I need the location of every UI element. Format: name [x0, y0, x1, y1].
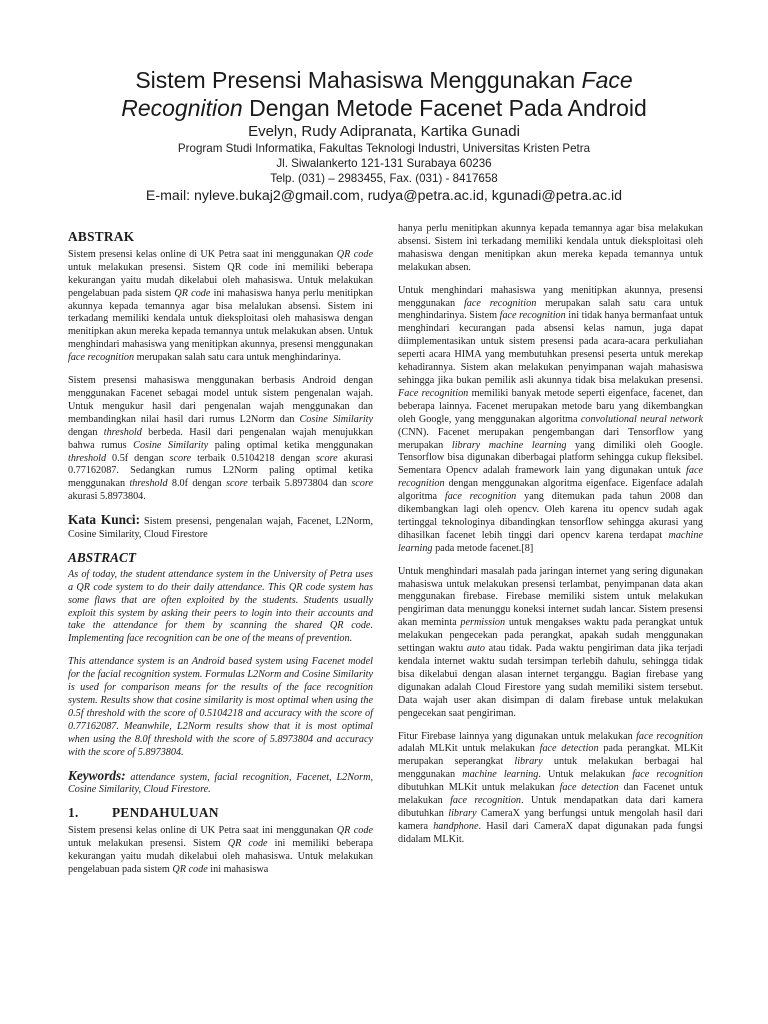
section-1-heading: 1. PENDAHULUAN — [68, 805, 219, 821]
intro-paragraph-4: Fitur Firebase lainnya yang digunakan untuk melakukan face recognition adalah MLKit untuk melakukan face detection pada perangkat. MLKit merupakan seperangkat library untuk melakukan berbagai hal menggunakan machine learning. Untuk melakukan face recognition dibutuhkan MLKit untuk melakukan face detection dan Facenet untuk melakukan face recognition. Untuk mendapatkan data dari kamera dibutuhkan library CameraX yang berfungsi untuk mengolah hasil dari kamera handphone. Hasil dari CameraX dapat digunakan pada fungsi didalam MLKit. — [398, 730, 703, 845]
left-column — [68, 228, 373, 887]
abstrak-heading: ABSTRAK — [68, 229, 135, 244]
kata-kunci: Kata Kunci: Sistem presensi, pengenalan wajah, Facenet, L2Norm, Cosine Similarity, Cloud Firestore — [68, 512, 373, 541]
intro-paragraph-continued: hanya perlu menitipkan akunnya kepada temannya agar bisa melakukan absensi. Sistem ini terkadang memiliki kendala untuk dieksploitasi oleh mahasiswa dengan menitipkan akun mereka kepada temannya untuk melakukan absen. — [398, 223, 703, 273]
email-line: E-mail: nyleve.bukaj2@gmail.com, rudya@petra.ac.id, kgunadi@petra.ac.id — [145, 188, 623, 204]
kata-kunci-label: Kata Kunci: — [68, 512, 141, 528]
abstract-paragraph-1: As of today, the student attendance system in the University of Petra uses a QR code system to do their daily attendance. This QR code system has some flaws that are often exploited by the students. Students usually exploit this system by asking their peers to login into their accounts and take the attendance for them by scanning the shared QR code. Implementing face recognition can be one of the means of prevention. — [68, 568, 373, 645]
abstrak-paragraph-2: Sistem presensi mahasiswa menggunakan berbasis Android dengan menggunakan Facenet sebagai model untuk sistem pengenalan wajah. Untuk mengukur hasil dari pengenalan wajah menggunakan dan membandingkan nilai hasil dari rumus L2Norm dan Cosine Similarity dengan threshold berbeda. Hasil dari pengenalan wajah menujukkan bahwa rumus Cosine Similarity paling optimal ketika menggunakan threshold 0.5f dengan score terbaik 0.5104218 dengan score akurasi 0.77162087. Sedangkan rumus L2Norm paling optimal ketika menggunakan threshold 8.0f dengan score terbaik 5.8973804 dan score akurasi 5.8973804. — [68, 375, 374, 503]
section-1-paragraph-1: Sistem presensi kelas online di UK Petra saat ini menggunakan QR code untuk melakukan presensi. Sistem QR code ini memiliki beberapa kekurangan yaitu mudah dikelabui oleh mahasiswa. Untuk melakukan pengelabuan pada sistem QR code ini mahasiswa — [68, 825, 374, 875]
abstract-body — [68, 569, 373, 760]
intro-paragraph-2: Untuk menghindari mahasiswa yang menitipkan akunnya, presensi menggunakan face recognition merupakan salah satu cara untuk menghindarinya. Sistem face recognition ini tidak hanya bermanfaat untuk menghindari kecurangan pada absensi kelas namun, juga dapat diimplementasikan untuk sistem presensi pada acara-acara perkuliahan seperti acara HIMA yang membutuhkan presensi peserta untuk merekap kehadirannya. Sistem akan melakukan penyimpanan wajah mahasiswa sehingga jika bukan pemilik asli akunnya tidak bisa melakukan presensi. Face recognition memiliki banyak metode seperti eigenface, facenet, dan beberapa lainnya. Facenet merupakan metode baru yang dikembangkan oleh Google, yang menggunakan algoritma convolutional neural network (CNN). Facenet merupakan pengembangan dari Tensorflow yang merupakan library machine learning yang dimiliki oleh Google. Tensorflow bisa digunakan diberbagai platform sehingga cukup fleksibel. Sementara Opencv adalah framework lain yang digunakan untuk face recognition dengan menggunakan algoritma eigenface. Eigenface adalah algoritma face recognition yang ditemukan pada tahun 2008 dan dikembangkan lagi oleh opencv. Oleh karena itu opencv sudah agak tertinggal teknologinya dibandingkan tensorflow sehingga akurasi yang dihasilkan facenet lebih tinggi dari opencv karena terdapat machine learning pada metode facenet.[8] — [398, 284, 704, 554]
keywords: Keywords: attendance system, facial recognition, Facenet, L2Norm, Cosine Similarity, Cloud Firestore. — [68, 767, 373, 796]
phone-fax: Telp. (031) – 2983455, Fax. (031) - 8417658 — [270, 172, 498, 185]
affiliation: Program Studi Informatika, Fakultas Teknologi Industri, Universitas Kristen Petra — [177, 142, 591, 155]
abstract-paragraph-2: This attendance system is an Android based system using Facenet model for the facial recognition system. Formulas L2Norm and Cosine Similarity is used for comparison means for the results of the face recognition system. Results show that cosine similarity is most optimal when using the 0.5f threshold with the score of 0.5104218 and accuracy with the score of 0.77162087. Meanwhile, L2Norm results show that it is most optimal when using the 8.0f threshold with the score of 5.8973804 and accuracy with the score of 5.8973804. — [68, 656, 373, 758]
keywords-label: Keywords: — [68, 767, 126, 783]
paper-title: Sistem Presensi Mahasiswa Menggunakan Face Recognition Dengan Metode Facenet Pada Android — [121, 67, 647, 121]
authors: Evelyn, Rudy Adipranata, Kartika Gunadi — [248, 123, 520, 140]
abstract-heading: ABSTRACT — [68, 549, 136, 565]
right-column — [398, 223, 703, 857]
abstrak-paragraph-1: Sistem presensi kelas online di UK Petra saat ini menggunakan QR code untuk melakukan presensi. Sistem QR code ini memiliki beberapa kekurangan yaitu mudah dikelabui oleh mahasiswa. Untuk melakukan pengelabuan pada sistem QR code ini mahasiswa hanya perlu menitipkan akunnya kepada temannya agar bisa melalukan absensi. Sistem ini terkadang memiliki kendala untuk dieksploitasi oleh mahasiswa dengan menitipkan akun mereka kepada temannya untuk melakukan absen. Untuk menghindari mahasiswa yang menitipkan akunnya, presensi menggunakan face recognition merupakan salah satu cara untuk menghindarinya. — [68, 248, 374, 364]
address: Jl. Siwalankerto 121-131 Surabaya 60236 — [276, 157, 492, 170]
intro-paragraph-3: Untuk menghindari masalah pada jaringan internet yang sering digunakan mahasiswa untuk melakukan presensi terlambat, penyimpanan data akan menggunakan firebase. Firebase memiliki sistem untuk melakukan pengiriman data menunggu koneksi internet sudah lancar. Sistem presensi akan meminta permission untuk mengakses waktu pada perangkat untuk melakukan pengecekan pada perangkat, apakah sudah menggunakan settingan waktu auto atau tidak. Pada waktu pengiriman data jika terjadi kendala internet waktu sudah tersimpan terlebih dahulu, sehingga tidak bisa dikelabui dengan alasan internet terganggu. Bagian firebase yang digunakan adalah Cloud Firestore yang sudah memiliki sistem tersebut. Data wajah user akan disimpan di dalam firebase untuk melakukan pengecekan saat pengiriman. — [398, 565, 703, 719]
paper-header — [0, 66, 768, 205]
